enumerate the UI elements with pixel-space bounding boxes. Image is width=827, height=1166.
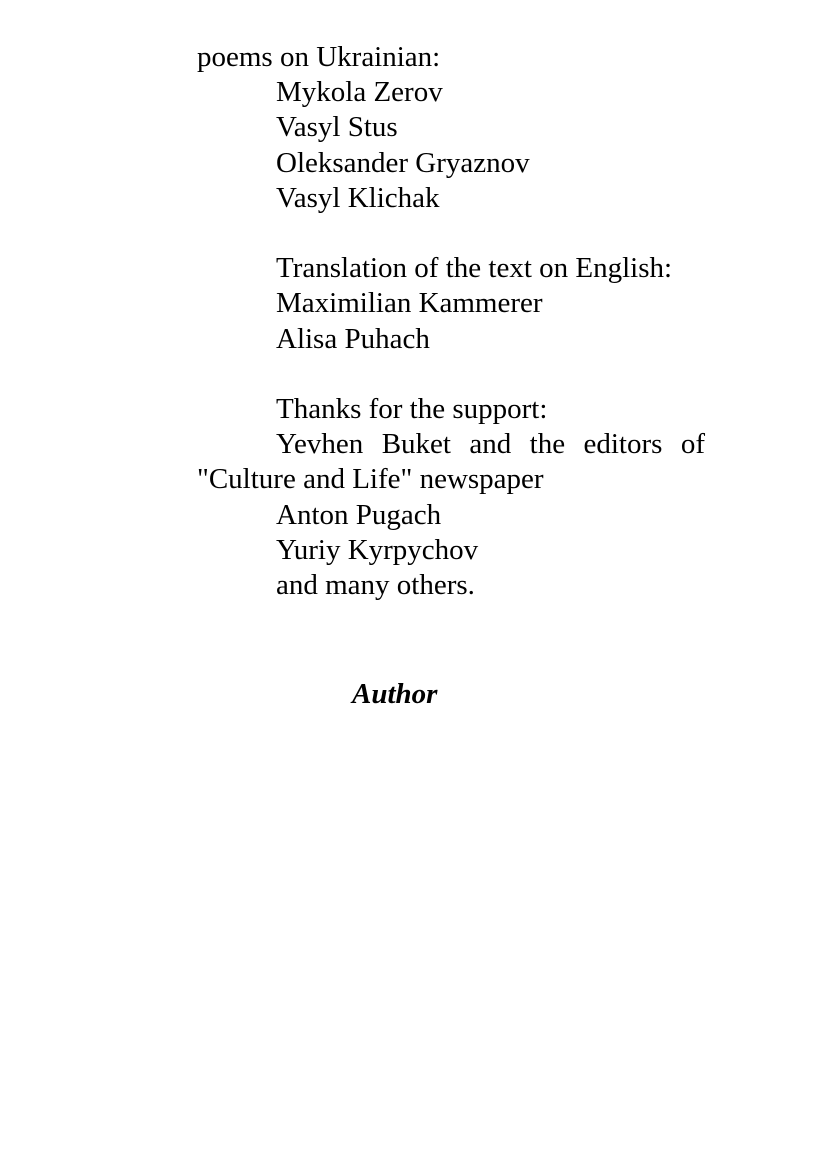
thanks-closing: and many others. — [276, 569, 475, 602]
translator-name: Maximilian Kammerer — [276, 287, 543, 320]
poet-name: Mykola Zerov — [276, 76, 443, 109]
translation-heading: Translation of the text on English: — [276, 252, 673, 285]
author-signature: Author — [352, 678, 438, 710]
poet-name: Vasyl Klichak — [276, 181, 440, 214]
supporter-name: Anton Pugach — [276, 498, 442, 531]
supporter-name: Yuriy Kyrpychov — [276, 533, 479, 566]
thanks-editors-line: Yevhen Buket and the editors of — [276, 428, 705, 461]
poet-name: Oleksander Gryaznov — [276, 146, 530, 179]
translator-name: Alisa Puhach — [276, 322, 430, 355]
poet-name: Vasyl Stus — [276, 111, 398, 144]
paragraph-gap — [197, 216, 705, 251]
credits-text — [197, 40, 705, 603]
thanks-heading: Thanks for the support: — [276, 393, 548, 425]
thanks-editors-continuation: "Culture and Life" newspaper — [197, 463, 544, 496]
poems-heading: poems on Ukrainian: — [197, 41, 441, 73]
paragraph-gap — [197, 357, 705, 392]
